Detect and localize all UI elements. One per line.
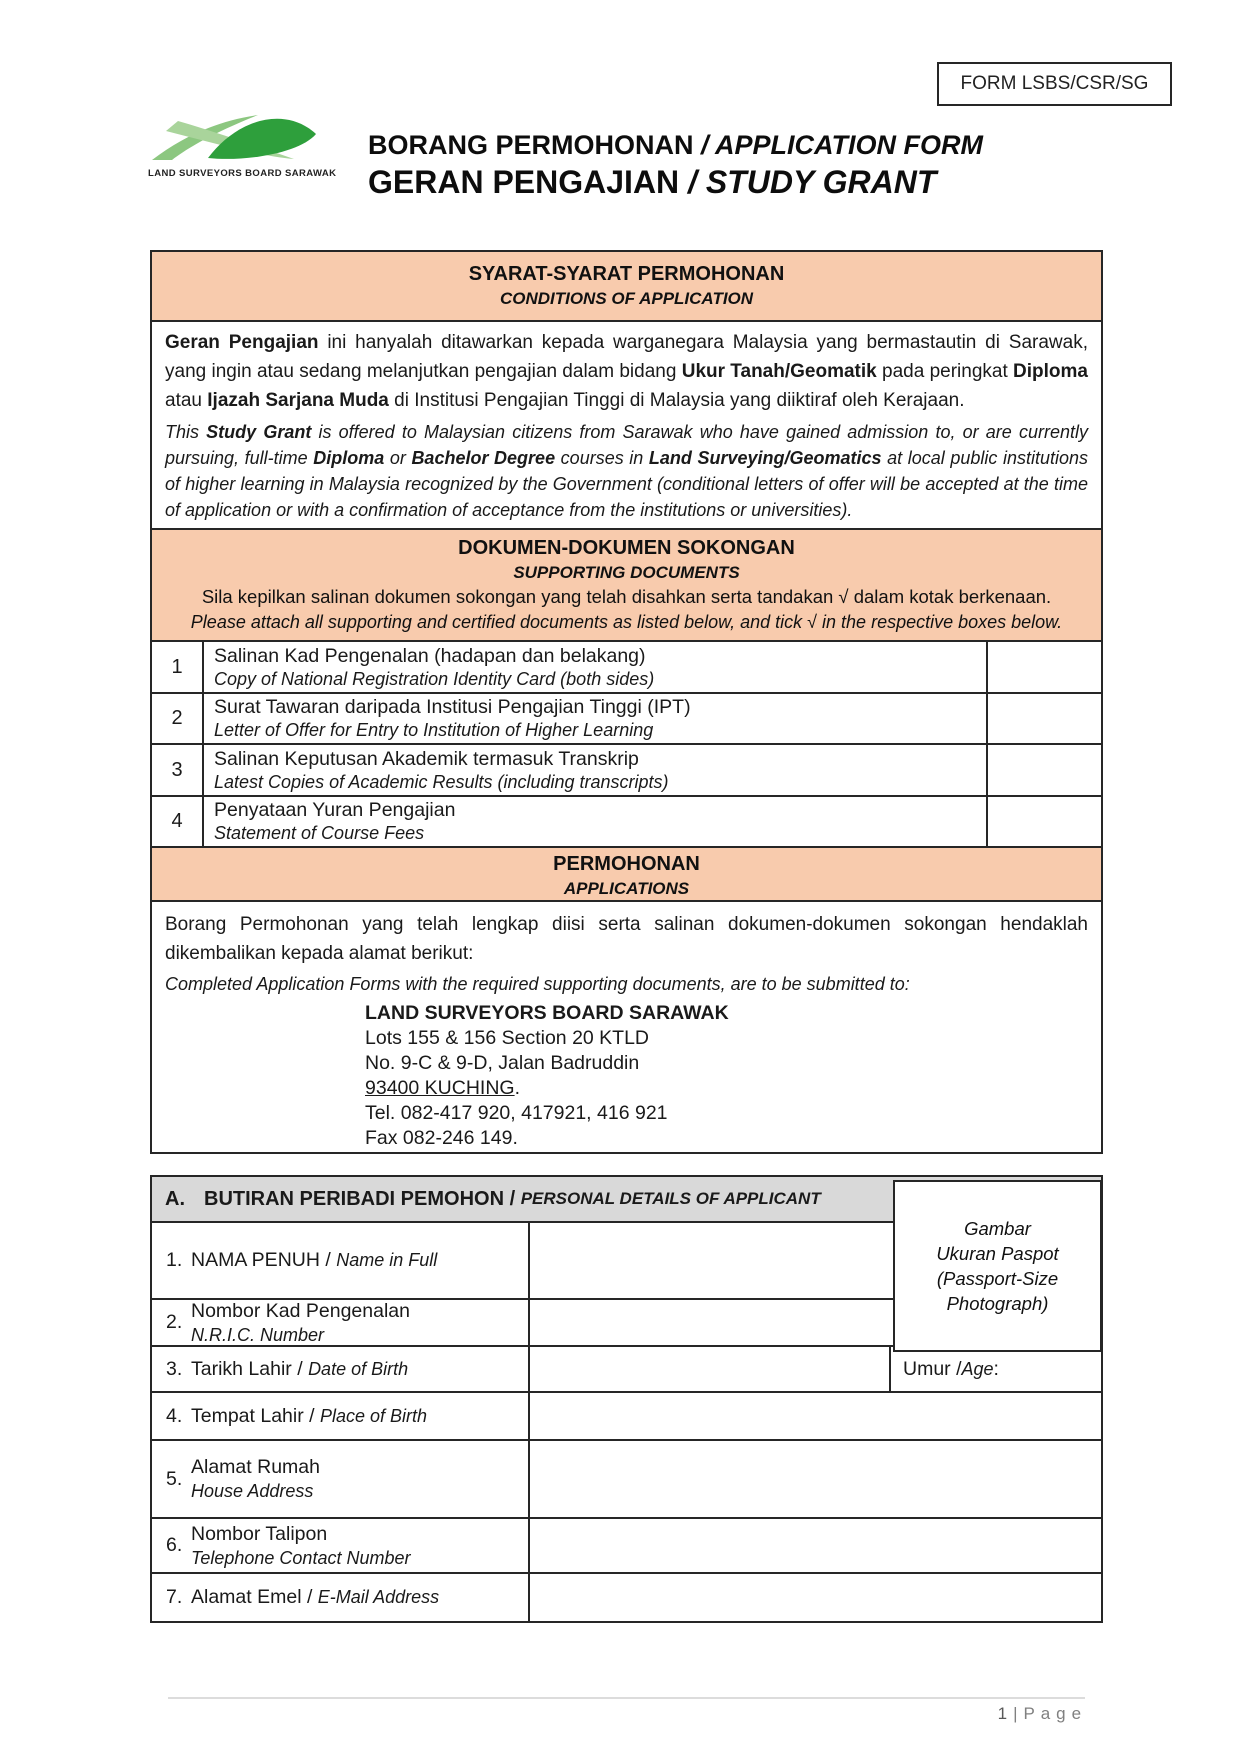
doc-label-en: Copy of National Registration Identity Card (both sides) bbox=[214, 668, 655, 689]
title-line1-my: BORANG PERMOHONAN bbox=[368, 130, 694, 160]
cond-en-bold-3: Bachelor Degree bbox=[411, 448, 556, 468]
page-number: 1 bbox=[997, 1704, 1008, 1723]
row-number: 7. bbox=[166, 1586, 183, 1608]
conditions-title-en: CONDITIONS OF APPLICATION bbox=[499, 289, 754, 308]
documents-note-en: Please attach all supporting and certified documents as listed below, and tick √ in the respective boxes below. bbox=[190, 612, 1063, 632]
label-en: Name in Full bbox=[336, 1250, 438, 1270]
address-fax: Fax 082-246 149. bbox=[365, 1127, 518, 1149]
table-row bbox=[152, 1574, 1101, 1621]
doc-label-en: Letter of Offer for Entry to Institution of Higher Learning bbox=[214, 720, 654, 740]
documents-title-my: DOKUMEN-DOKUMEN SOKONGAN bbox=[458, 537, 795, 559]
row-label-text bbox=[191, 1358, 412, 1381]
doc-row-number: 2 bbox=[152, 694, 204, 743]
cond-my-bold-3: Diploma bbox=[1013, 361, 1088, 382]
row-number: 5. bbox=[166, 1467, 183, 1490]
lsbs-logo-icon bbox=[148, 106, 320, 166]
doc-checkbox-4[interactable] bbox=[988, 797, 1101, 846]
cond-my-text-3: atau bbox=[165, 390, 208, 411]
doc-row-number: 4 bbox=[152, 797, 204, 846]
label-my: Alamat Emel / bbox=[191, 1586, 318, 1608]
row-label-text bbox=[191, 1522, 414, 1570]
field-label bbox=[152, 1223, 530, 1298]
title-line2-en: / STUDY GRANT bbox=[679, 164, 937, 200]
table-row bbox=[152, 745, 1101, 797]
title-line-1 bbox=[368, 128, 983, 162]
field-label bbox=[152, 1300, 530, 1345]
row-label-text bbox=[191, 1586, 443, 1609]
form-code: FORM LSBS/CSR/SG bbox=[960, 73, 1149, 94]
cond-my-bold-1: Geran Pengajian bbox=[165, 332, 319, 353]
section-letter: A. bbox=[165, 1187, 185, 1210]
address-city-dot: . bbox=[514, 1077, 520, 1099]
address-line-1: Lots 155 & 156 Section 20 KTLD bbox=[365, 1027, 650, 1049]
doc-label-my: Surat Tawaran daripada Institusi Pengajian Tinggi (IPT) bbox=[214, 696, 691, 718]
age-label-my: Umur / bbox=[903, 1357, 962, 1380]
page-separator: | bbox=[1013, 1704, 1018, 1723]
label-my: Nombor Talipon bbox=[191, 1522, 328, 1545]
cond-en-bold-2: Diploma bbox=[313, 448, 385, 468]
applications-body bbox=[152, 902, 1101, 1152]
page-label: Page bbox=[1023, 1704, 1087, 1723]
doc-checkbox-2[interactable] bbox=[988, 694, 1101, 743]
address-line-2: No. 9-C & 9-D, Jalan Badruddin bbox=[365, 1052, 640, 1074]
doc-label-en: Latest Copies of Academic Results (including transcripts) bbox=[214, 771, 669, 792]
title-line2-my: GERAN PENGAJIAN bbox=[368, 164, 680, 200]
field-label bbox=[152, 1441, 530, 1517]
doc-label-my: Penyataan Yuran Pengajian bbox=[214, 799, 456, 821]
photo-caption-line: (Passport-Size bbox=[936, 1268, 1059, 1289]
cond-en-text-3: courses in bbox=[555, 448, 649, 468]
doc-row-number: 1 bbox=[152, 642, 204, 692]
row-number: 4. bbox=[166, 1404, 183, 1427]
photo-caption-line: Ukuran Paspot bbox=[936, 1243, 1059, 1264]
doc-row-number: 3 bbox=[152, 745, 204, 795]
cond-en-text-2: or bbox=[384, 448, 412, 468]
applications-paragraph-en: Completed Application Forms with the required supporting documents, are to be submitted to: bbox=[165, 974, 910, 994]
applications-header bbox=[152, 848, 1101, 902]
address-tel: Tel. 082-417 920, 417921, 416 921 bbox=[365, 1102, 668, 1124]
photo-caption-line: Photograph) bbox=[946, 1293, 1049, 1314]
label-en: Place of Birth bbox=[319, 1405, 428, 1426]
table-row bbox=[152, 694, 1101, 745]
field-place-of-birth[interactable] bbox=[530, 1393, 1101, 1439]
doc-checkbox-1[interactable] bbox=[988, 642, 1101, 692]
logo-caption: LAND SURVEYORS BOARD SARAWAK bbox=[148, 168, 337, 179]
address-city-underlined: 93400 KUCHING bbox=[365, 1077, 515, 1099]
field-label bbox=[152, 1347, 530, 1391]
field-label bbox=[152, 1393, 530, 1439]
row-label-text bbox=[191, 1299, 414, 1347]
cond-en-text-0: This bbox=[165, 422, 207, 442]
label-my: Alamat Rumah bbox=[191, 1456, 320, 1478]
row-number: 3. bbox=[166, 1357, 183, 1380]
row-number: 1. bbox=[166, 1249, 183, 1271]
cond-my-text-1: ini hanyalah ditawarkan kepada warganegara Malaysia yang bermastautin di Sarawak, yang ingin atau sedang melanjutkan pengajian dalam bidang bbox=[165, 332, 1088, 382]
doc-row-text bbox=[204, 694, 988, 743]
doc-label-my: Salinan Keputusan Akademik termasuk Transkrip bbox=[214, 747, 639, 770]
cond-my-text-2: pada peringkat bbox=[876, 361, 1014, 382]
title-line-2 bbox=[368, 162, 983, 202]
conditions-paragraph-my bbox=[165, 328, 1088, 415]
cond-en-bold-1: Study Grant bbox=[206, 422, 312, 442]
documents-table bbox=[152, 642, 1101, 848]
conditions-header bbox=[152, 252, 1101, 322]
age-label-colon: : bbox=[993, 1357, 999, 1380]
applications-title-en: APPLICATIONS bbox=[563, 879, 690, 898]
applications-title-my: PERMOHONAN bbox=[553, 853, 700, 875]
documents-title-en: SUPPORTING DOCUMENTS bbox=[513, 563, 740, 582]
label-en: Date of Birth bbox=[308, 1358, 409, 1379]
conditions-paragraph-en bbox=[165, 419, 1088, 523]
section-title-separator: / bbox=[504, 1187, 521, 1210]
conditions-body bbox=[152, 322, 1101, 530]
row-label-text bbox=[191, 1455, 324, 1503]
field-date-of-birth[interactable] bbox=[530, 1347, 891, 1391]
conditions-title-my: SYARAT-SYARAT PERMOHONAN bbox=[468, 263, 785, 285]
page-footer bbox=[150, 1704, 1087, 1724]
field-label bbox=[152, 1574, 530, 1621]
label-my: Tarikh Lahir / bbox=[191, 1357, 309, 1380]
table-row bbox=[152, 1441, 1101, 1519]
label-en: E-Mail Address bbox=[317, 1587, 440, 1607]
photo-caption-line: Gambar bbox=[964, 1218, 1031, 1239]
passport-photo-box[interactable] bbox=[893, 1180, 1102, 1352]
label-my: Nombor Kad Pengenalan bbox=[191, 1299, 410, 1322]
document-title bbox=[368, 128, 983, 202]
doc-row-text bbox=[204, 745, 988, 795]
cond-en-text-4: at local public institutions of higher learning in Malaysia recognized by the Government (conditional letters of offer will be accepted at the time of application or with a confirmation of acceptance from the institutions or universities). bbox=[165, 448, 1088, 520]
field-house-address[interactable] bbox=[530, 1441, 1101, 1517]
applications-paragraph-my: Borang Permohonan yang telah lengkap diisi serta salinan dokumen-dokumen sokongan hendaklah dikembalikan kepada alamat berikut: bbox=[165, 914, 1088, 964]
age-cell[interactable] bbox=[891, 1347, 1101, 1391]
label-my: Tempat Lahir / bbox=[191, 1404, 320, 1427]
doc-row-text bbox=[204, 642, 988, 692]
section-title-en: PERSONAL DETAILS OF APPLICANT bbox=[520, 1189, 821, 1208]
cond-en-bold-4: Land Surveying/Geomatics bbox=[648, 448, 882, 468]
title-line1-en: / APPLICATION FORM bbox=[693, 130, 984, 160]
form-code-box bbox=[937, 62, 1172, 106]
submission-address bbox=[365, 1001, 1088, 1151]
label-en: House Address bbox=[191, 1481, 314, 1501]
label-my: NAMA PENUH / bbox=[191, 1249, 337, 1271]
field-telephone-number[interactable] bbox=[530, 1519, 1101, 1572]
cond-my-text-4: di Institusi Pengajian Tinggi di Malaysia yang diiktiraf oleh Kerajaan. bbox=[388, 390, 965, 411]
field-email-address[interactable] bbox=[530, 1574, 1101, 1621]
cond-my-bold-4: Ijazah Sarjana Muda bbox=[207, 390, 389, 411]
section-title-my: BUTIRAN PERIBADI PEMOHON bbox=[204, 1187, 505, 1210]
row-label-text bbox=[191, 1405, 431, 1428]
doc-checkbox-3[interactable] bbox=[988, 745, 1101, 795]
doc-label-my: Salinan Kad Pengenalan (hadapan dan belakang) bbox=[214, 644, 646, 667]
table-row bbox=[152, 1347, 1101, 1393]
table-row bbox=[152, 642, 1101, 694]
table-row bbox=[152, 1519, 1101, 1574]
doc-label-en: Statement of Course Fees bbox=[214, 823, 425, 843]
age-label-en: Age bbox=[961, 1358, 994, 1379]
address-name: LAND SURVEYORS BOARD SARAWAK bbox=[365, 1002, 729, 1024]
documents-header bbox=[152, 530, 1101, 642]
row-number: 2. bbox=[166, 1311, 183, 1333]
row-number: 6. bbox=[166, 1534, 183, 1556]
label-en: N.R.I.C. Number bbox=[191, 1324, 325, 1345]
cond-en-text-1: is offered to Malaysian citizens from Sarawak who have gained admission to, or are currently pursuing, full-time bbox=[165, 422, 1088, 468]
table-row bbox=[152, 1393, 1101, 1441]
label-en: Telephone Contact Number bbox=[191, 1547, 411, 1568]
documents-note-my: Sila kepilkan salinan dokumen sokongan yang telah disahkan serta tandakan √ dalam kotak berkenaan. bbox=[201, 586, 1052, 607]
lsbs-logo bbox=[148, 106, 337, 179]
row-label-text bbox=[191, 1249, 441, 1272]
doc-row-text bbox=[204, 797, 988, 846]
field-label bbox=[152, 1519, 530, 1572]
address-city bbox=[365, 1076, 1088, 1101]
footer-divider bbox=[168, 1697, 1085, 1699]
cond-my-bold-2: Ukur Tanah/Geomatik bbox=[681, 361, 877, 382]
info-table bbox=[150, 250, 1103, 1154]
table-row bbox=[152, 797, 1101, 848]
